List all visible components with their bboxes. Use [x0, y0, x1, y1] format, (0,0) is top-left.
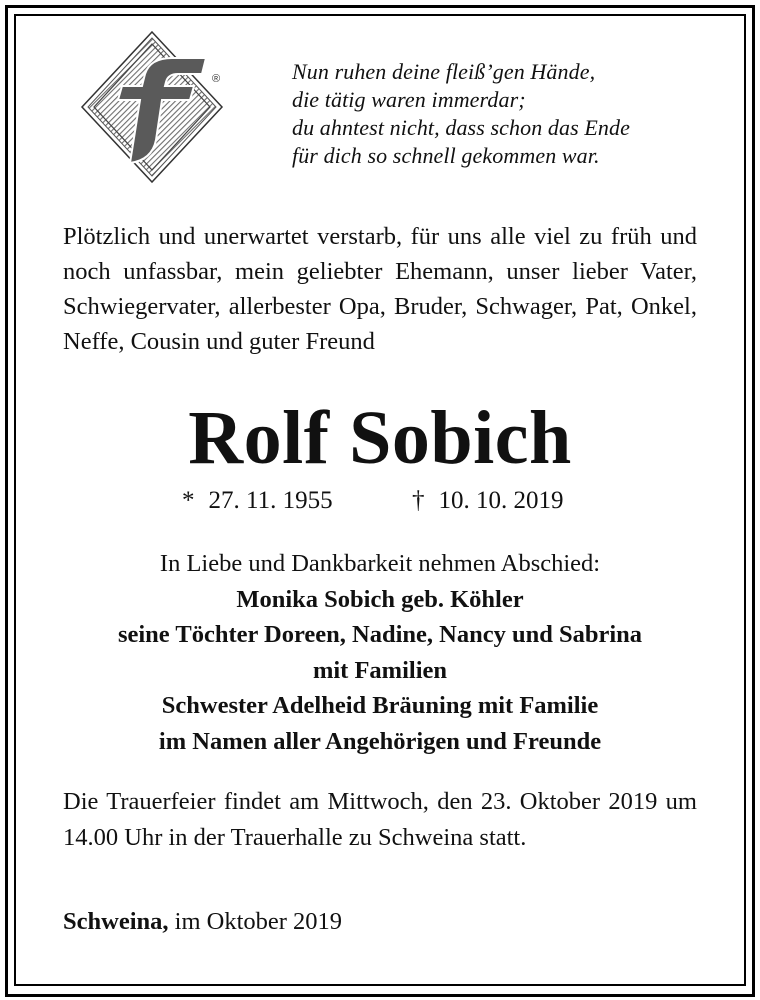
- closing-place: Schweina,: [63, 908, 169, 935]
- mourners-lead: In Liebe und Dankbarkeit nehmen Abschied:: [159, 550, 601, 577]
- service-info: Die Trauerfeier findet am Mittwoch, den 23. Oktober 2019 um 14.00 Uhr in der Trauerhalle zu Schweina statt.: [63, 788, 697, 851]
- death-date: [412, 486, 564, 516]
- mourners-block: [0, 546, 760, 759]
- death-date-value: 10. 10. 2019: [438, 487, 564, 514]
- closing-date: im Oktober 2019: [174, 908, 343, 935]
- poem-line: für dich so schnell gekommen war.: [292, 143, 600, 168]
- intro-text: Plötzlich und unerwartet verstarb, für uns alle viel zu früh und noch unfassbar, mein geliebter Ehemann, unser lieber Vater, Schwiegervater, allerbester Opa, Bruder, Schwager, Pat, Onkel, Neffe, Cousin und guter Freund: [63, 223, 697, 355]
- closing-line: [63, 904, 697, 939]
- poem-line: du ahntest nicht, dass schon das Ende: [292, 115, 630, 140]
- cross-icon: †: [412, 487, 425, 514]
- mourner-line: seine Töchter Doreen, Nadine, Nancy und Sabrina: [117, 621, 643, 648]
- registered-mark: ®: [212, 73, 221, 85]
- birth-date: [182, 486, 333, 516]
- f-diamond-logo-icon: [78, 28, 228, 188]
- mourner-line: mit Familien: [312, 656, 448, 684]
- mourner-line: Monika Sobich geb. Köhler: [236, 585, 524, 613]
- birth-symbol: *: [182, 487, 195, 514]
- mourner-line: im Namen aller Angehörigen und Freunde: [158, 727, 602, 755]
- deceased-name: Rolf Sobich: [188, 396, 572, 480]
- poem: [292, 58, 712, 170]
- birth-date-value: 27. 11. 1955: [208, 487, 333, 514]
- poem-line: Nun ruhen deine fleiß’gen Hände,: [292, 59, 596, 84]
- poem-line: die tätig waren immerdar;: [292, 87, 526, 112]
- mourner-line: Schwester Adelheid Bräuning mit Familie: [161, 692, 599, 719]
